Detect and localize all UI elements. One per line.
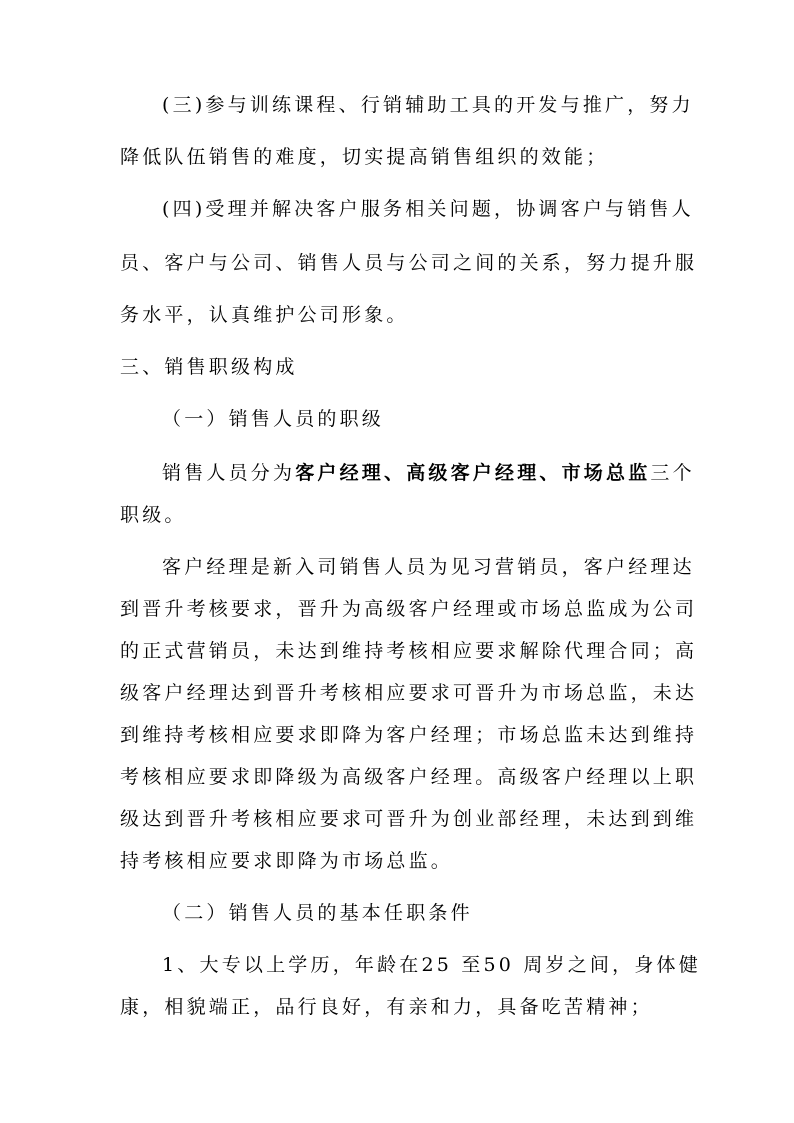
paragraph-line: 持考核相应要求即降为市场总监。: [120, 850, 454, 872]
paragraph-line: 的正式营销员，未达到维持考核相应要求解除代理合同；高: [120, 640, 698, 662]
paragraph-text: 三个: [650, 462, 695, 484]
paragraph-line: 1、大专以上学历，年龄在25 至50 周岁之间，身体健: [162, 954, 701, 976]
paragraph-line: 务水平，认真维护公司形象。: [120, 304, 409, 326]
subheading: （一）销售人员的职级: [162, 408, 385, 430]
paragraph-line: [162, 461, 695, 485]
section-heading: 三、销售职级构成: [120, 356, 298, 378]
paragraph-line: (三)参与训练课程、行销辅助工具的开发与推广，努力: [162, 94, 694, 116]
paragraph-line: 员、客户与公司、销售人员与公司之间的关系，努力提升服: [120, 252, 698, 274]
paragraph-line: 职级。: [120, 504, 187, 526]
paragraph-line: 到维持考核相应要求即降为客户经理；市场总监未达到维持: [120, 724, 698, 746]
paragraph-line: 降低队伍销售的难度，切实提高销售组织的效能；: [120, 146, 609, 168]
paragraph-text: 销售人员分为: [162, 462, 296, 484]
paragraph-line: (四)受理并解决客户服务相关问题，协调客户与销售人: [162, 198, 694, 220]
emphasized-text: 客户经理、高级客户经理、市场总监: [295, 462, 651, 484]
paragraph-line: 康，相貌端正，品行良好，有亲和力，具备吃苦精神；: [120, 996, 653, 1018]
subheading: （二）销售人员的基本任职条件: [162, 902, 473, 924]
paragraph-line: 级达到晋升考核相应要求可晋升为创业部经理，未达到到维: [120, 808, 698, 830]
paragraph-line: 到晋升考核要求，晋升为高级客户经理或市场总监成为公司: [120, 598, 698, 620]
paragraph-line: 级客户经理达到晋升考核相应要求可晋升为市场总监，未达: [120, 682, 698, 704]
paragraph-line: 客户经理是新入司销售人员为见习营销员，客户经理达: [162, 556, 695, 578]
paragraph-line: 考核相应要求即降级为高级客户经理。高级客户经理以上职: [120, 766, 698, 788]
